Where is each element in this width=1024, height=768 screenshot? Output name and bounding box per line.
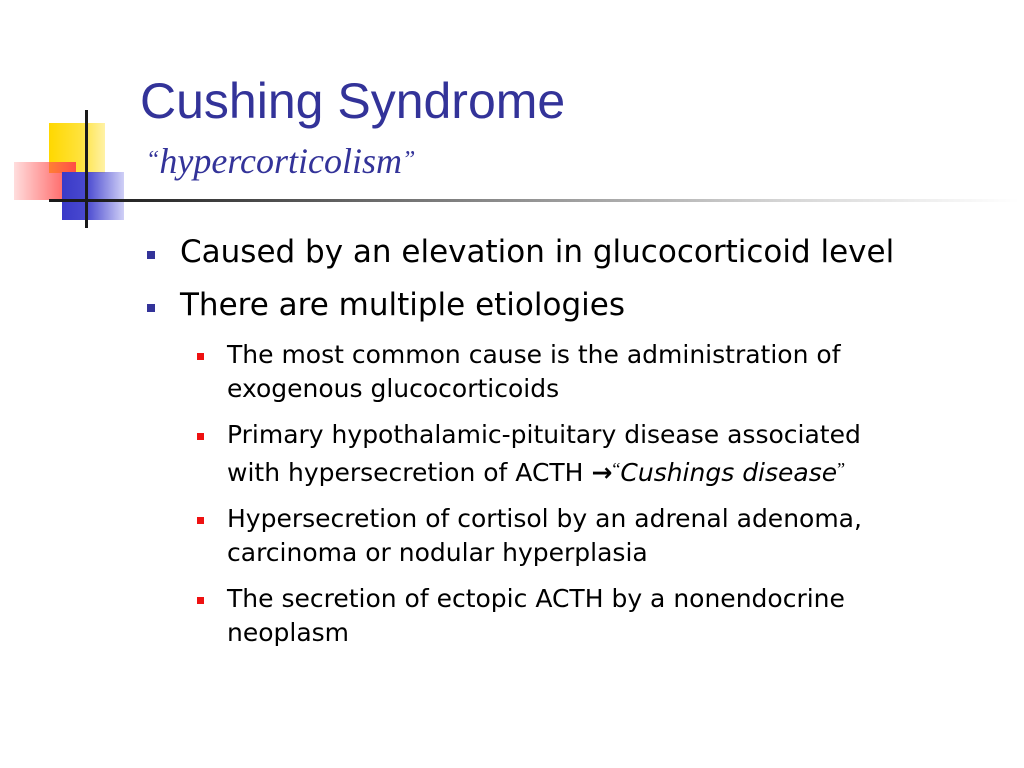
subtitle-open-quote: “ (146, 147, 160, 173)
bullet-text: Caused by an elevation in glucocorticoid level (180, 234, 895, 270)
sub-bullet-item (197, 582, 1007, 650)
sub-bullet-item (197, 418, 1007, 490)
sub-bullet-line: carcinoma or nodular hyperplasia (227, 538, 648, 567)
logo-blue-square (62, 172, 124, 220)
bullet-item (147, 285, 1007, 325)
sub-bullet-line (227, 452, 1007, 490)
logo-horizontal-line (49, 199, 89, 202)
square-bullet-icon (197, 353, 204, 360)
sub-bullet-line: exogenous glucocorticoids (227, 374, 560, 403)
subtitle-close-quote: ” (401, 147, 416, 173)
sub-bullet-item (197, 338, 1007, 406)
open-quote: “ (612, 459, 621, 479)
subtitle-text: hypercorticolism (159, 141, 402, 181)
sub-bullet-line: Primary hypothalamic-pituitary disease associated (227, 420, 861, 449)
sub-bullet-line: Hypersecretion of cortisol by an adrenal adenoma, (227, 504, 862, 533)
cushings-disease-term: Cushings disease (620, 458, 838, 487)
sub-bullet-text: with hypersecretion of ACTH (227, 458, 592, 487)
sub-bullet-line: neoplasm (227, 618, 350, 647)
square-bullet-icon (197, 517, 204, 524)
sub-bullet-line: The most common cause is the administration of (227, 340, 841, 369)
sub-bullet-line: The secretion of ectopic ACTH by a nonendocrine (227, 584, 845, 613)
square-bullet-icon (197, 597, 204, 604)
close-quote: ” (837, 459, 846, 479)
slide-title: Cushing Syndrome (140, 73, 566, 129)
square-bullet-icon (147, 251, 155, 259)
sub-bullet-item (197, 502, 1007, 570)
slide-subtitle (146, 138, 415, 183)
bullet-item (147, 232, 1007, 272)
square-bullet-icon (147, 304, 155, 312)
right-arrow-icon: → (591, 458, 613, 487)
square-bullet-icon (197, 433, 204, 440)
logo-vertical-line (85, 110, 88, 228)
bullet-text: There are multiple etiologies (180, 287, 625, 323)
slide-body (147, 232, 1007, 662)
title-divider-rule (89, 199, 1019, 202)
